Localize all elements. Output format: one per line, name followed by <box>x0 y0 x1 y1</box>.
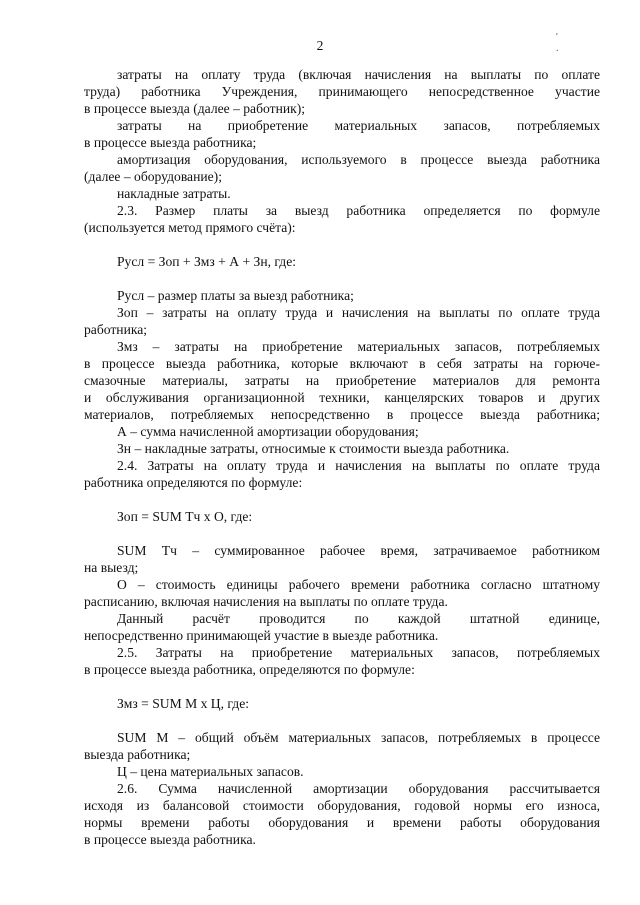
text-line: материалов, потребляемых непосредственно в процессе выезда работника; <box>84 407 600 422</box>
text-line: непосредственно принимающей участие в выезде работника. <box>84 628 439 643</box>
text-line: смазочные материалы, затраты на приобретение материалов для ремонта <box>84 373 600 388</box>
text-line: Зн – накладные затраты, относимые к стоимости выезда работника. <box>117 441 510 456</box>
text-line: Зоп – затраты на оплату труда и начисления на выплаты по оплате труда <box>117 305 600 320</box>
formula-line: Змз = SUM М х Ц, где: <box>117 696 250 711</box>
text-line: в процессе выезда работника; <box>84 135 257 150</box>
formula-line: Зоп = SUM Тч х О, где: <box>117 509 253 524</box>
text-line: 2.6. Сумма начисленной амортизации оборудования рассчитывается <box>117 781 600 796</box>
text-line: (используется метод прямого счёта): <box>84 220 296 235</box>
text-line: О – стоимость единицы рабочего времени работника согласно штатному <box>117 577 600 592</box>
text-line: SUM Тч – суммированное рабочее время, затрачиваемое работником <box>117 543 600 558</box>
text-line: исходя из балансовой стоимости оборудования, годовой нормы его износа, <box>84 798 600 813</box>
text-line: Данный расчёт проводится по каждой штатной единице, <box>117 611 600 626</box>
text-line: на выезд; <box>84 560 139 575</box>
text-line: Русл – размер платы за выезд работника; <box>117 288 354 303</box>
text-line: и обслуживания организационной техники, канцелярских товаров и других <box>84 390 600 405</box>
text-line: SUM М – общий объём материальных запасов, потребляемых в процессе <box>117 730 600 745</box>
text-line: 2.3. Размер платы за выезд работника определяется по формуле <box>117 203 600 218</box>
text-line: расписанию, включая начисления на выплаты по оплате труда. <box>84 594 448 609</box>
text-line: Змз – затраты на приобретение материальных запасов, потребляемых <box>117 339 600 354</box>
text-line: 2.5. Затраты на приобретение материальных запасов, потребляемых <box>117 645 600 660</box>
text-line: затраты на приобретение материальных запасов, потребляемых <box>117 118 600 133</box>
text-line: А – сумма начисленной амортизации оборудования; <box>117 424 419 439</box>
formula-line: Русл = Зоп + Змз + А + Зн, где: <box>117 254 297 269</box>
text-line: нормы времени работы оборудования и времени работы оборудования <box>84 815 600 830</box>
page-number: 2 <box>316 38 324 53</box>
corner-marks: ' . <box>556 32 587 54</box>
text-line: накладные затраты. <box>117 186 231 201</box>
text-line: в процессе выезда работника, определяются по формуле: <box>84 662 415 677</box>
text-line: выезда работника; <box>84 747 191 762</box>
text-line: амортизация оборудования, используемого в процессе выезда работника <box>117 152 600 167</box>
text-line: (далее – оборудование); <box>84 169 222 184</box>
text-line: работника; <box>84 322 148 337</box>
text-line: затраты на оплату труда (включая начисления на выплаты по оплате <box>117 67 600 82</box>
text-line: Ц – цена материальных запасов. <box>117 764 304 779</box>
text-line: в процессе выезда (далее – работник); <box>84 101 306 116</box>
text-line: в процессе выезда работника. <box>84 832 256 847</box>
text-line: труда) работника Учреждения, принимающего непосредственное участие <box>84 84 600 99</box>
text-line: работника определяются по формуле: <box>84 475 303 490</box>
text-line: в процессе выезда работника, которые включают в себя затраты на горюче- <box>84 356 600 371</box>
text-line: 2.4. Затраты на оплату труда и начисления на выплаты по оплате труда <box>117 458 600 473</box>
